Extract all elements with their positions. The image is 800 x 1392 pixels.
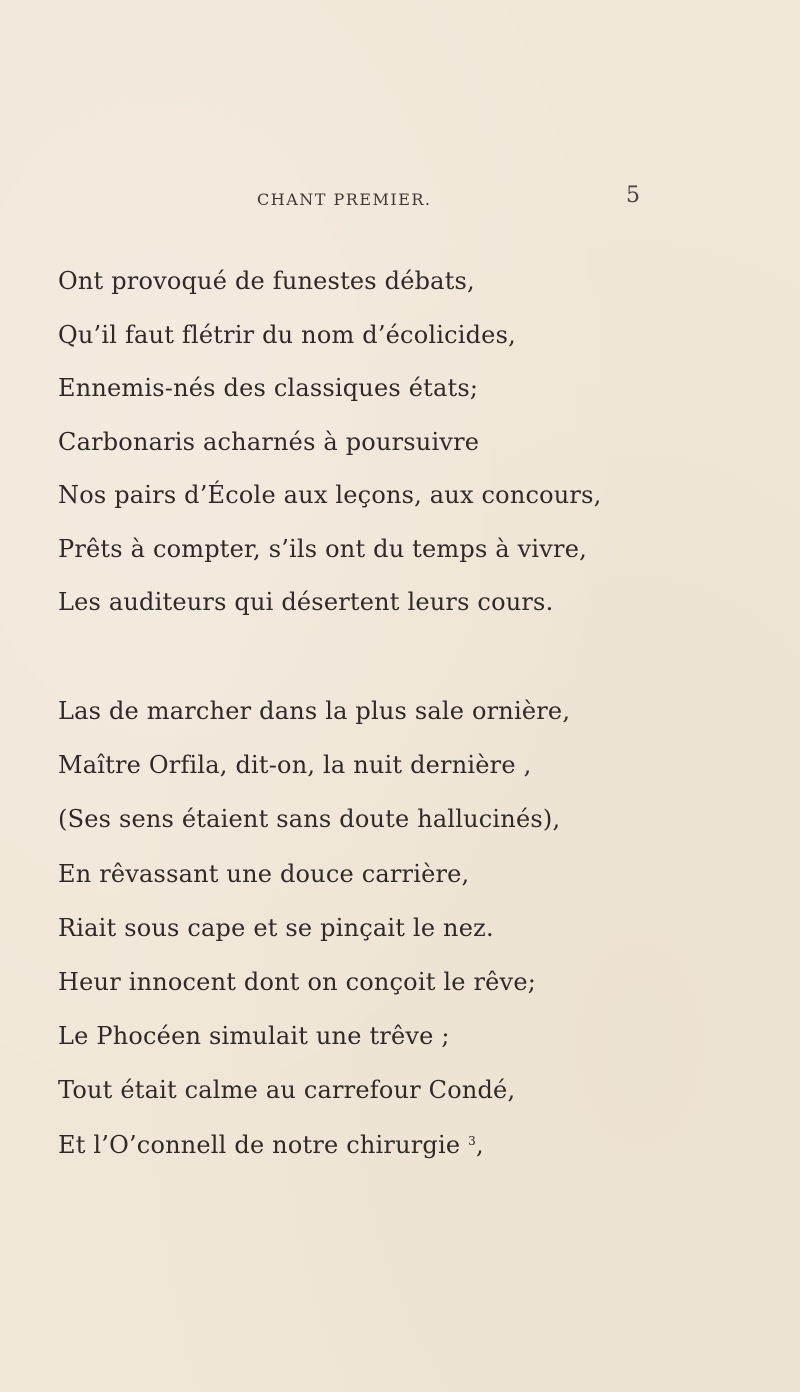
verse-line: Ennemis-nés des classiques états; <box>58 374 479 402</box>
verse-line-with-footnote <box>58 1118 768 1172</box>
running-title: CHANT PREMIER. <box>257 190 432 209</box>
stanza-1 <box>58 255 768 630</box>
verse-line: Le Phocéen simulait une trêve ; <box>58 1022 450 1051</box>
verse-line: Les auditeurs qui désertent leurs cours. <box>58 588 554 616</box>
verse-text: Et l’O’connell de notre chirurgie <box>58 1130 469 1159</box>
verse-line: Carbonaris acharnés à poursuivre <box>58 427 480 456</box>
verse-line: Qu’il faut flétrir du nom d’écolicides, <box>58 320 516 349</box>
verse-line: Riait sous cape et se pinçait le nez. <box>58 913 494 942</box>
footnote-marker[interactable]: 3 <box>468 1133 476 1148</box>
page-number: 5 <box>626 183 640 208</box>
verse-line: (Ses sens étaient sans doute hallucinés), <box>58 805 561 834</box>
verse-line: Ont provoqué de funestes débats, <box>58 267 475 295</box>
verse-line: Heur innocent dont on conçoit le rêve; <box>58 968 537 997</box>
verse-line: Maître Orfila, dit-on, la nuit dernière , <box>58 751 532 780</box>
verse-line: En rêvassant une douce carrière, <box>58 859 470 888</box>
stanza-2 <box>58 684 768 1172</box>
verse-line: Tout était calme au carrefour Condé, <box>58 1076 516 1105</box>
verse-line: Prêts à compter, s’ils ont du temps à vivre, <box>58 534 587 563</box>
verse-line: Las de marcher dans la plus sale ornière, <box>58 697 571 725</box>
verse-line: Nos pairs d’École aux leçons, aux concours, <box>58 481 602 509</box>
trailing-punctuation: , <box>475 1130 484 1159</box>
